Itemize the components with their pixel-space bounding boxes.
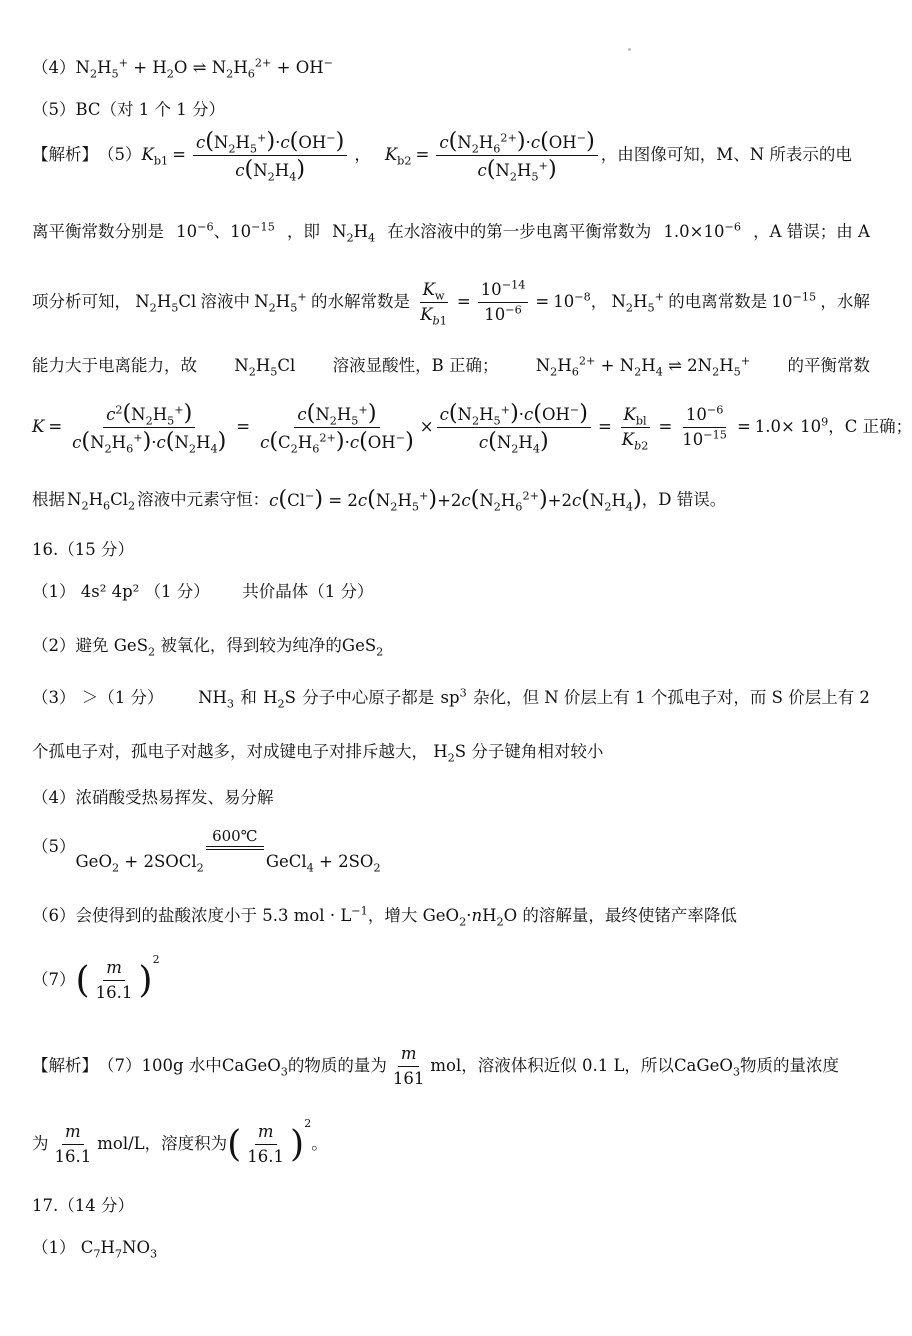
text-segment: 的平衡常数 xyxy=(787,356,870,375)
molecular-formula: $C_7H_7NO_3$ xyxy=(80,1238,158,1261)
q15-analysis-line4 xyxy=(32,354,870,379)
q16-analysis-line2 xyxy=(32,1117,870,1167)
geo2-hydrate-formula: $GeO_2\cdot nH_2O$ xyxy=(422,906,518,929)
text-segment: ，C 正确； xyxy=(828,417,912,437)
q17-part1-line xyxy=(32,1238,870,1261)
var-m: m xyxy=(103,958,125,981)
q17-part1-label: （1） xyxy=(32,1238,76,1257)
q16-part7-line xyxy=(32,953,870,1003)
q16-part3-label: （3） xyxy=(32,688,76,707)
n2h5-ion: $N_2H_5^+$ xyxy=(254,290,307,315)
text-segment: 被氧化，得到较为纯净的 xyxy=(160,636,342,655)
first-constant: $1.0\times 10^{-6}$ xyxy=(663,220,741,241)
cageo3-formula: CaGeO$_3$ xyxy=(221,1056,288,1079)
q16-part7-label: （7） xyxy=(32,970,76,990)
ges2-formula-2: GeS$_2$ xyxy=(341,636,384,659)
text-segment: 杂化，但 N 价层上有 1 个孤电子对，而 S 价层上有 2 xyxy=(472,688,870,707)
text-segment: 分子键角相对较小 xyxy=(471,742,604,761)
q15-analysis-line2 xyxy=(32,220,870,245)
scan-speck xyxy=(628,48,631,51)
q16-part5-label: （5） xyxy=(32,837,76,856)
q16-heading: 16.（15 分） xyxy=(32,540,134,559)
text-segment: （7）100g 水中 xyxy=(98,1056,222,1076)
n2h5-ion-2: $N_2H_5^+$ xyxy=(611,290,664,315)
q15-part5-answer: BC（对 1 个 1 分） xyxy=(75,100,226,119)
cageo3-formula-2: CaGeO$_3$ xyxy=(673,1056,741,1079)
q15-part4-label: （4） xyxy=(32,58,76,77)
nh3-formula: $NH_3$ xyxy=(198,688,235,711)
q16-part2-label: （2） xyxy=(32,636,76,655)
text-segment: 的水解常数是 xyxy=(310,292,410,312)
q16-part2-line xyxy=(32,636,870,659)
h2s-formula-2: $H_2S$ xyxy=(433,742,467,765)
k-expression: K = $\frac{c^2(N_2H_5^+)}{c(N_2H_6^+)\cdot c(N_2H_4)}$ = $\frac{c(N_2H_5^+)}{c(C_2H_6^{2+})\cdot c(OH^-)}$ × $\frac{c(N_2H_5^+)\cdot c(OH^-)}{c(N_2H_4)}$ = $\frac{K_{bl}}{K_{b2}}$ = $\frac{10^{-6}}{10^{-15}}$ = $1.0\times 10^9$ xyxy=(32,400,829,456)
n2h5cl-formula-2: $N_2H_5Cl$ xyxy=(234,356,296,379)
moles-fraction xyxy=(390,1044,428,1089)
equilibrium-reaction: $N_2H_6^{2+} + N_2H_4$ ⇌ $2N_2H_5^+$ xyxy=(535,354,751,379)
kb2-fraction: $\frac{c(N_2H_6^{2+})\cdot c(OH^-)}{c(N_2H_5^+)}$ xyxy=(436,130,597,181)
ksp-expression: ( $\frac{m}{16.1}$ ) 2 xyxy=(227,1117,312,1166)
analysis-text-1: ，由图像可知，M、N 所表示的电 xyxy=(600,145,852,165)
denominator: 161 xyxy=(392,1068,425,1088)
q16-part1-line xyxy=(32,582,870,602)
temperature-condition: 600℃ xyxy=(212,827,258,846)
n2h6cl2-formula: $N_2H_6Cl_2$ xyxy=(67,489,136,512)
text-segment: ，增大 xyxy=(367,906,418,925)
equilibrium-arrow-icon: ⇌ xyxy=(668,356,682,375)
constants-values: $10^{-6}$、$10^{-15}$ xyxy=(176,220,275,241)
kb1-formula: $K_{b1}$ xyxy=(141,145,169,168)
text-segment: mol，溶液体积近似 0.1 L，所以 xyxy=(430,1056,674,1076)
q16-part3-line2 xyxy=(32,742,870,765)
var-m: m xyxy=(255,1122,277,1145)
q16-part5-line xyxy=(32,822,870,875)
q16-part6-label: （6） xyxy=(32,906,76,925)
text-segment: 溶液显酸性，B 正确； xyxy=(332,356,499,375)
denominator: 16.1 xyxy=(95,982,133,1002)
text-segment: 离平衡常数分别是 xyxy=(32,222,164,241)
text-segment: 在水溶液中的第一步电离平衡常数为 xyxy=(387,222,652,241)
q16-part6-line: （6）会使得到的盐酸浓度小于 5.3 mol · $L^{-1}$，增大 $GeO_2\cdot nH_2O$ 的溶解量，最终使锗产率降低 xyxy=(32,904,737,929)
score: （1 分） xyxy=(144,582,210,601)
q15-part5-line xyxy=(32,100,870,120)
denominator: 16.1 xyxy=(54,1146,92,1166)
text-segment: 会使得到的盐酸浓度小于 5.3 mol · L xyxy=(75,906,352,925)
text-segment: 物质的量浓度 xyxy=(740,1056,840,1076)
n2h4-formula: $N_2H_4$ xyxy=(332,222,376,245)
sp3-term: $sp^3$ xyxy=(440,686,467,707)
var-m: m xyxy=(62,1122,84,1145)
text-segment: 为 xyxy=(32,1134,49,1154)
text-segment: 和 xyxy=(240,688,257,707)
q16-part4-line xyxy=(32,788,870,808)
text-segment: 的电离常数是 xyxy=(668,292,768,312)
var-m: m xyxy=(398,1044,420,1067)
text-segment: 项分析可知， xyxy=(32,292,131,312)
text-segment: 的溶解量，最终使锗产率降低 xyxy=(522,906,737,925)
text-segment: 溶液中元素守恒： xyxy=(137,489,270,509)
ionization-constant: $10^{-15}$ xyxy=(771,290,817,312)
text-segment: 溶液中 xyxy=(200,292,250,312)
analysis-tag: 【解析】 xyxy=(32,1056,98,1076)
equilibrium-arrow-icon: ⇌ xyxy=(192,58,207,77)
text-segment: 根据 xyxy=(32,489,65,509)
q15-part4-equation: $N_2H_5^+ + H_2O$ ⇌ $N_2H_6^{2+} + OH^-$ xyxy=(75,56,334,81)
q16-part3-line1 xyxy=(32,686,870,711)
ksp-answer: ( $\frac{m}{16.1}$ ) 2 xyxy=(75,953,160,1002)
hydrolysis-constant: $\frac{K_w}{K_{b1}}$ = $\frac{10^{-14}}{10^{-6}}$ = $10^{-8}$， xyxy=(420,278,608,328)
q16-analysis-line1 xyxy=(32,1044,870,1089)
q15-analysis-line6 xyxy=(32,486,870,514)
q17-heading: 17.（14 分） xyxy=(32,1196,134,1215)
reaction-condition xyxy=(206,827,264,866)
kb2-formula: $K_{b2}$ xyxy=(384,145,412,168)
q16-part4-label: （4） xyxy=(32,788,76,807)
analysis-part-label: （5） xyxy=(98,145,142,165)
analysis-tag: 【解析】 xyxy=(32,145,98,165)
text-segment: 。 xyxy=(311,1134,328,1154)
denominator: 16.1 xyxy=(247,1146,285,1166)
text-segment: 避免 xyxy=(75,636,109,655)
text-segment: 的物质的量为 xyxy=(287,1056,387,1076)
text-segment: ，D 错误。 xyxy=(641,489,727,509)
text-segment: ，水解 xyxy=(820,292,870,312)
q15-k-equation xyxy=(32,400,912,456)
crystal-type: 共价晶体（1 分） xyxy=(242,582,374,601)
q15-analysis-line1: 【解析】 （5） $K_{b1}$ = $\frac{c(N_2H_5^+)\cdot c(OH^-)}{c(N_2H_4)}$ ， $K_{b2}$ = $\frac{c(N_2H_6^{2+})\cdot c(OH^-)}{c(N_2H_5^+)}$ ，由图像可知，M、N 所表示的电 xyxy=(32,128,852,184)
electron-config: 4s² 4p² xyxy=(80,582,140,601)
q16-part1-label: （1） xyxy=(32,582,76,601)
n2h5cl-formula: $N_2H_5Cl$ xyxy=(135,292,197,315)
text-segment: ＞（1 分） xyxy=(81,688,164,707)
text-segment: 个孤电子对，孤电子对越多，对成键电子对排斥越大， xyxy=(32,742,428,761)
text-segment: mol/L，溶度积为 xyxy=(97,1134,228,1154)
text-segment: 浓硝酸受热易挥发、易分解 xyxy=(75,788,274,807)
ges2-formula: GeS$_2$ xyxy=(113,636,156,659)
concentration-fraction xyxy=(52,1122,95,1167)
q15-part4-line xyxy=(32,56,870,81)
q15-part5-label: （5） xyxy=(32,100,76,119)
text-segment: ，即 xyxy=(286,222,320,241)
text-segment: 能力大于电离能力，故 xyxy=(32,356,197,375)
q15-analysis-line3 xyxy=(32,278,870,328)
h2s-formula: $H_2S$ xyxy=(263,688,296,711)
reaction-equation: GeO$_2$ + 2SOCl$_2$ 600℃ GeCl$_4$ + $2SO_2$ xyxy=(75,827,381,875)
text-segment: ，A 错误；由 A xyxy=(753,222,870,241)
text-segment: 分子中心原子都是 xyxy=(302,688,435,707)
kb1-fraction: $\frac{c(N_2H_5^+)\cdot c(OH^-)}{c(N_2H_4)}$ xyxy=(193,130,347,181)
conservation-equation: $c(Cl^-) = 2c(N_2H_5^+)+2c(N_2H_6^{2+})+2c(N_2H_4)$ xyxy=(269,486,642,514)
